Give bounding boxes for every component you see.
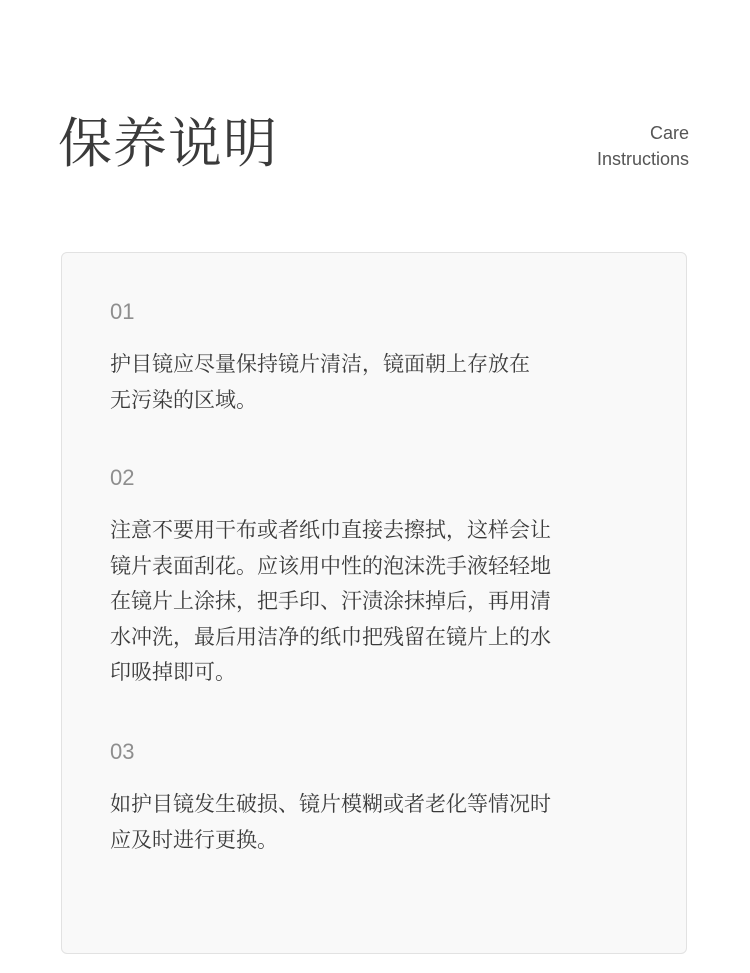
page-subtitle [597, 120, 689, 172]
item-text [110, 787, 630, 858]
instructions-card [61, 252, 687, 954]
item-number: 01 [110, 299, 135, 324]
item-text-line: 如护目镜发生破损、镜片模糊或者老化等情况时 [110, 792, 551, 816]
item-number: 03 [110, 739, 135, 764]
page-title: 保养说明 [58, 112, 278, 175]
subtitle-line: Instructions [596, 149, 689, 169]
item-text-line: 在镜片上涂抹，把手印、汗渍涂抹掉后，再用清 [110, 589, 551, 613]
item-text [110, 513, 630, 691]
subtitle-line: Care [649, 123, 689, 143]
item-number: 02 [110, 465, 135, 490]
instruction-item [110, 465, 630, 691]
item-text [110, 347, 630, 418]
instruction-item [110, 739, 630, 858]
item-text-line: 印吸掉即可。 [110, 660, 236, 684]
item-text-line: 应及时进行更换。 [110, 827, 278, 852]
item-text-line: 护目镜应尽量保持镜片清洁，镜面朝上存放在 [110, 352, 530, 376]
instruction-item [110, 299, 630, 418]
item-text-line: 镜片表面刮花。应该用中性的泡沫洗手液轻轻地 [110, 553, 551, 578]
item-text-line: 水冲洗，最后用洁净的纸巾把残留在镜片上的水 [110, 624, 551, 649]
item-text-line: 注意不要用干布或者纸巾直接去擦拭，这样会让 [110, 518, 551, 542]
item-text-line: 无污染的区域。 [110, 387, 257, 412]
